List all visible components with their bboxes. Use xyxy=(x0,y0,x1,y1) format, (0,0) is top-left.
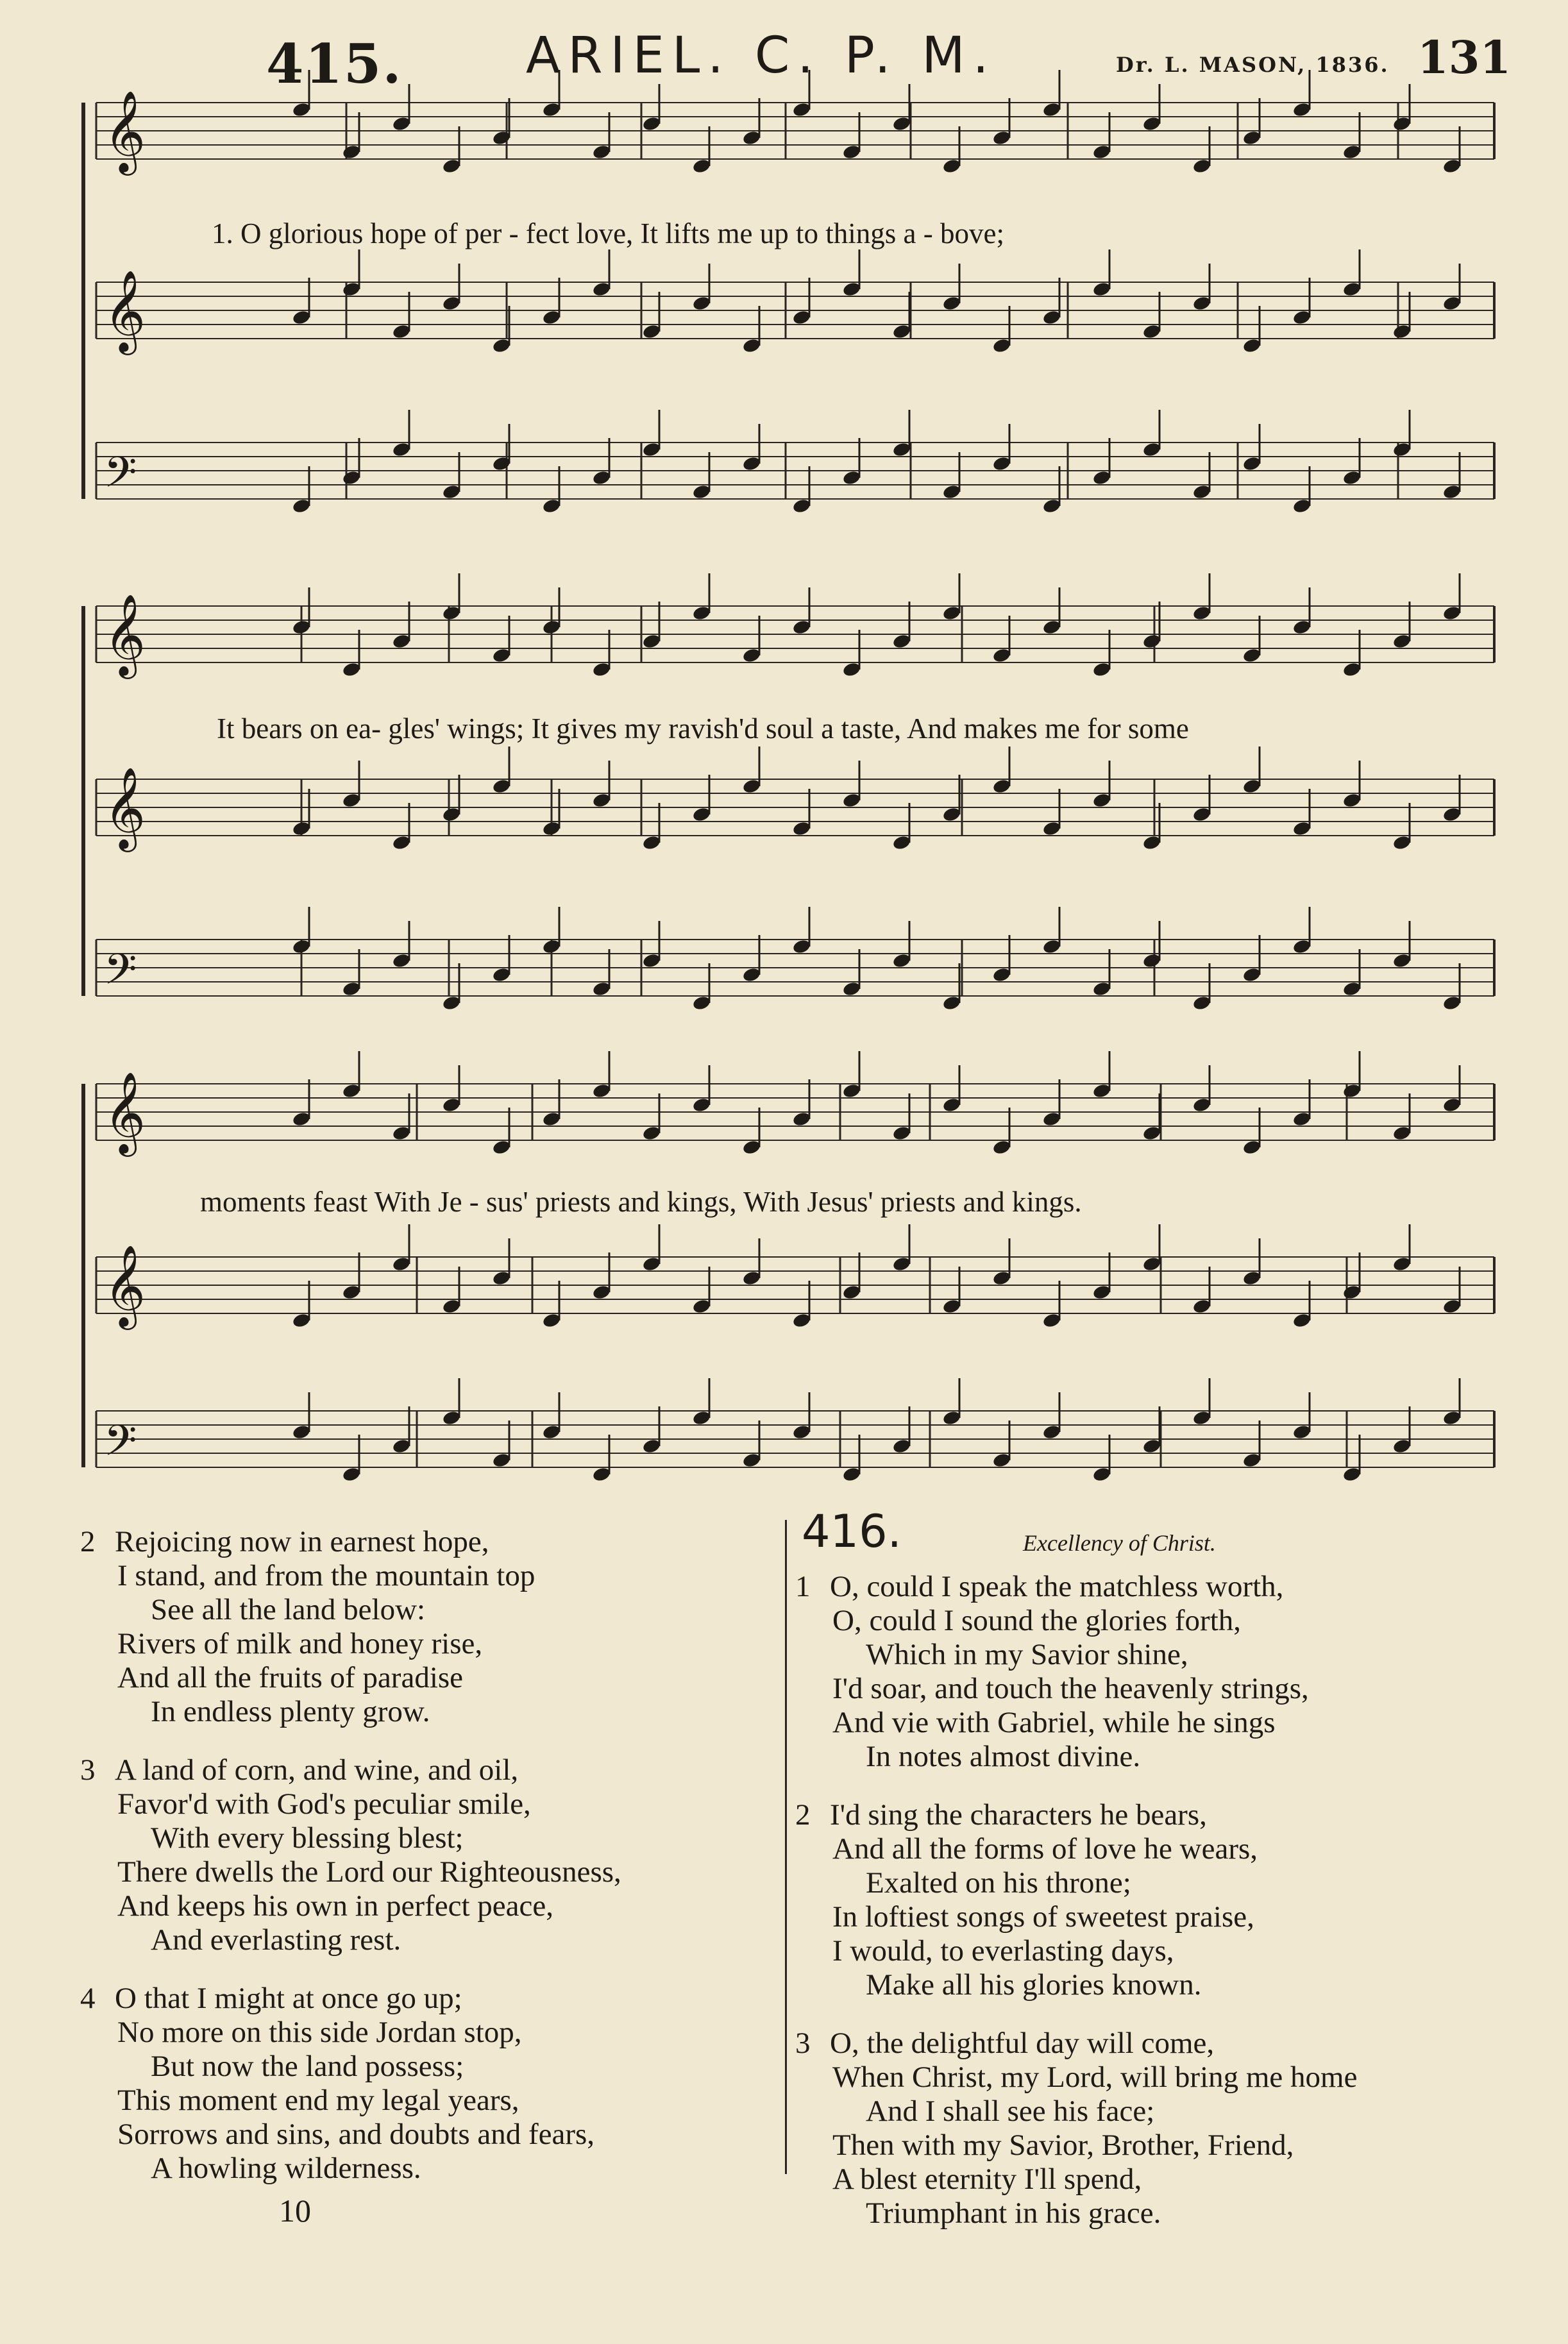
svg-text:𝄢: 𝄢 xyxy=(104,1416,137,1476)
hymn-416-heading xyxy=(795,1505,1533,1570)
page-number: 131 xyxy=(1417,31,1512,84)
hymn-number: 415. xyxy=(266,32,403,96)
stanza: 1 O, could I speak the matchless worth, O, could I sound the glories forth, Which in my Savior shine, I'd soar, and touch the heavenly strings, And vie with Gabriel, while he sings In notes almost divine. xyxy=(795,1570,1309,1773)
signature-mark: 10 xyxy=(279,2193,311,2229)
stanza: 2 I'd sing the characters he bears, And all the forms of love he wears, Exalted on his throne; In loftiest songs of sweetest praise, I would, to everlasting days, Make all his glories known. xyxy=(795,1798,1258,2002)
stanza: 3 A land of corn, and wine, and oil, Favor'd with God's peculiar smile, With every blessing blest; There dwells the Lord our Righteousness, And keeps his own in perfect peace, And everlasting rest. xyxy=(80,1753,621,1957)
lyrics-line-1: 1. O glorious hope of per - fect love, It lifts me up to things a - bove; xyxy=(212,217,1004,249)
svg-text:𝄞: 𝄞 xyxy=(104,269,146,351)
composer-credit: Dr. L. MASON, 1836. xyxy=(1116,53,1390,77)
hymn-415-stanzas xyxy=(80,1525,773,2210)
hymn-416-subtitle: Excellency of Christ. xyxy=(1023,1530,1216,1556)
hymn-416-number: 416. xyxy=(802,1505,902,1558)
svg-text:𝄞: 𝄞 xyxy=(104,90,146,172)
svg-text:𝄞: 𝄞 xyxy=(104,766,146,848)
stanza: 3 O, the delightful day will come, When Christ, my Lord, will bring me home And I shall see his face; Then with my Savior, Brother, Friend, A blest eternity I'll spend, Triumphant in his grace. xyxy=(795,2027,1358,2230)
stanza: 2 Rejoicing now in earnest hope, I stand, and from the mountain top See all the land below: Rivers of milk and honey rise, And all the fruits of paradise In endless plenty grow. xyxy=(80,1525,535,1728)
stanza: 4 O that I might at once go up; No more on this side Jordan stop, But now the land possess; This moment end my legal years, Sorrows and sins, and doubts and fears, A howling wilderness. xyxy=(80,1982,595,2185)
column-divider xyxy=(785,1520,787,2174)
lyrics-line-3: moments feast With Je - sus' priests and kings, With Jesus' priests and kings. xyxy=(200,1186,1082,1218)
svg-text:𝄞: 𝄞 xyxy=(104,1244,146,1326)
svg-text:𝄞: 𝄞 xyxy=(104,593,146,675)
svg-text:𝄞: 𝄞 xyxy=(104,1071,146,1153)
lyrics-line-2: It bears on ea- gles' wings; It gives my ravish'd soul a taste, And makes me for some xyxy=(217,712,1189,745)
svg-text:𝄢: 𝄢 xyxy=(104,945,137,1004)
svg-text:𝄢: 𝄢 xyxy=(104,448,137,507)
tune-title: ARIEL. C. P. M. xyxy=(526,27,997,85)
hymn-416 xyxy=(795,1505,1533,2255)
